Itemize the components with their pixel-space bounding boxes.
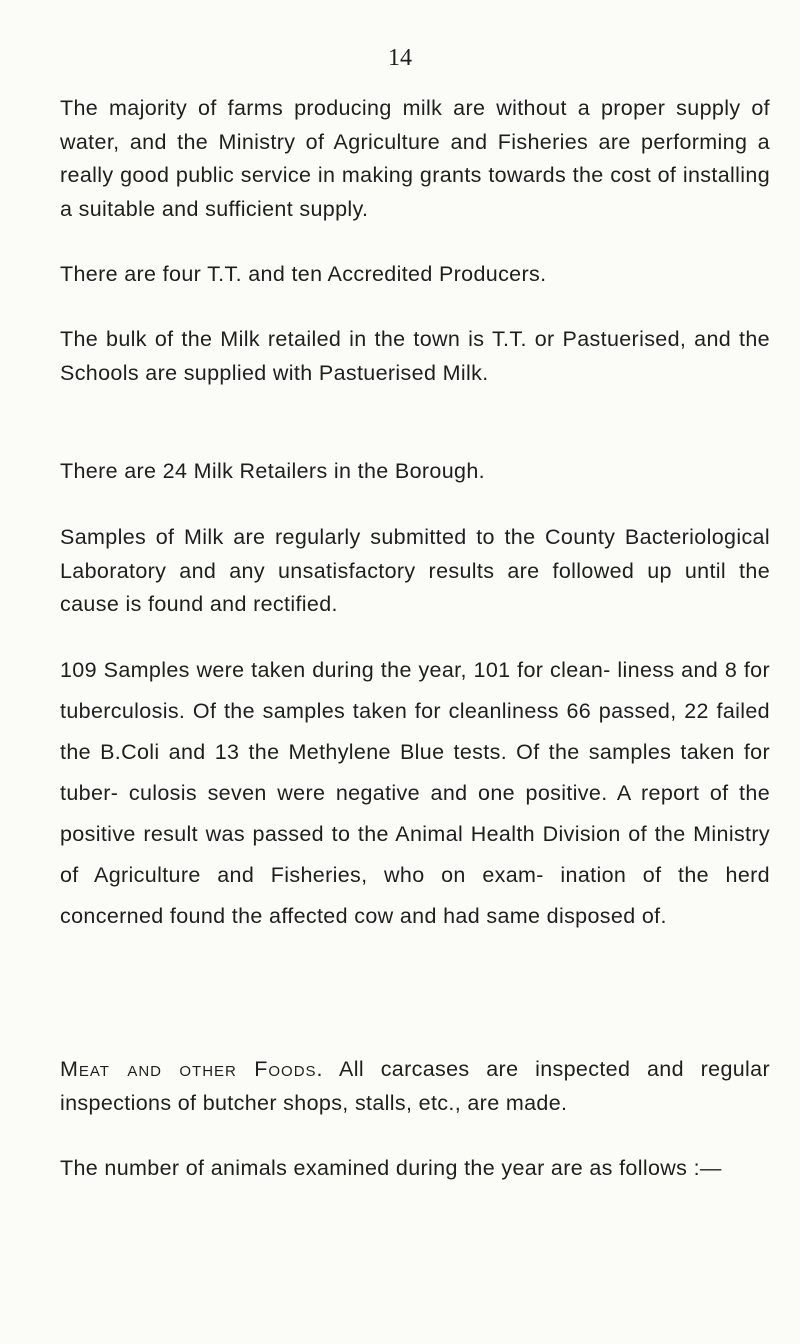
page-number: 14 bbox=[388, 45, 412, 71]
paragraph-samples-submitted: Samples of Milk are regularly submitted to the County Bacteriological Laboratory and any unsatisfactory results are followed up until the cause is found and rectified. bbox=[60, 525, 770, 616]
paragraph-animals-examined: The number of animals examined during the year are as follows :— bbox=[60, 1156, 722, 1180]
paragraph-producers: There are four T.T. and ten Accredited Producers. bbox=[60, 262, 547, 286]
paragraph-water-supply: The majority of farms producing milk are without a proper supply of water, and the Ministry of Agriculture and Fisheries are performing a really good public service in making grants towards the cost of installing a suitable and sufficient supply. bbox=[60, 96, 770, 221]
paragraph-meat-foods bbox=[60, 1053, 770, 1120]
paragraph-sample-results: 109 Samples were taken during the year, 101 for clean- liness and 8 for tuberculosis. Of the samples taken for cleanliness 66 passed, 22 failed the B.Coli and 13 the Methylene Blue tests. Of the samples taken for tuber- culosis seven were negative and one positive. A report of the positive result was passed to the Animal Health Division of the Ministry of Agriculture and Fisheries, who on exam- ination of the herd concerned found the affected cow and had same disposed of. bbox=[60, 658, 770, 928]
paragraph-milk-retailed: The bulk of the Milk retailed in the town is T.T. or Pastuerised, and the Schools are supplied with Pastuerised Milk. bbox=[60, 327, 770, 385]
section-heading-meat-foods: Meat and other Foods. bbox=[60, 1057, 324, 1081]
paragraph-meat-foods-body: All carcases are inspected and regular inspections of butcher shops, stalls, etc., are made. bbox=[60, 1057, 770, 1115]
paragraph-milk-retailers: There are 24 Milk Retailers in the Borough. bbox=[60, 459, 485, 483]
